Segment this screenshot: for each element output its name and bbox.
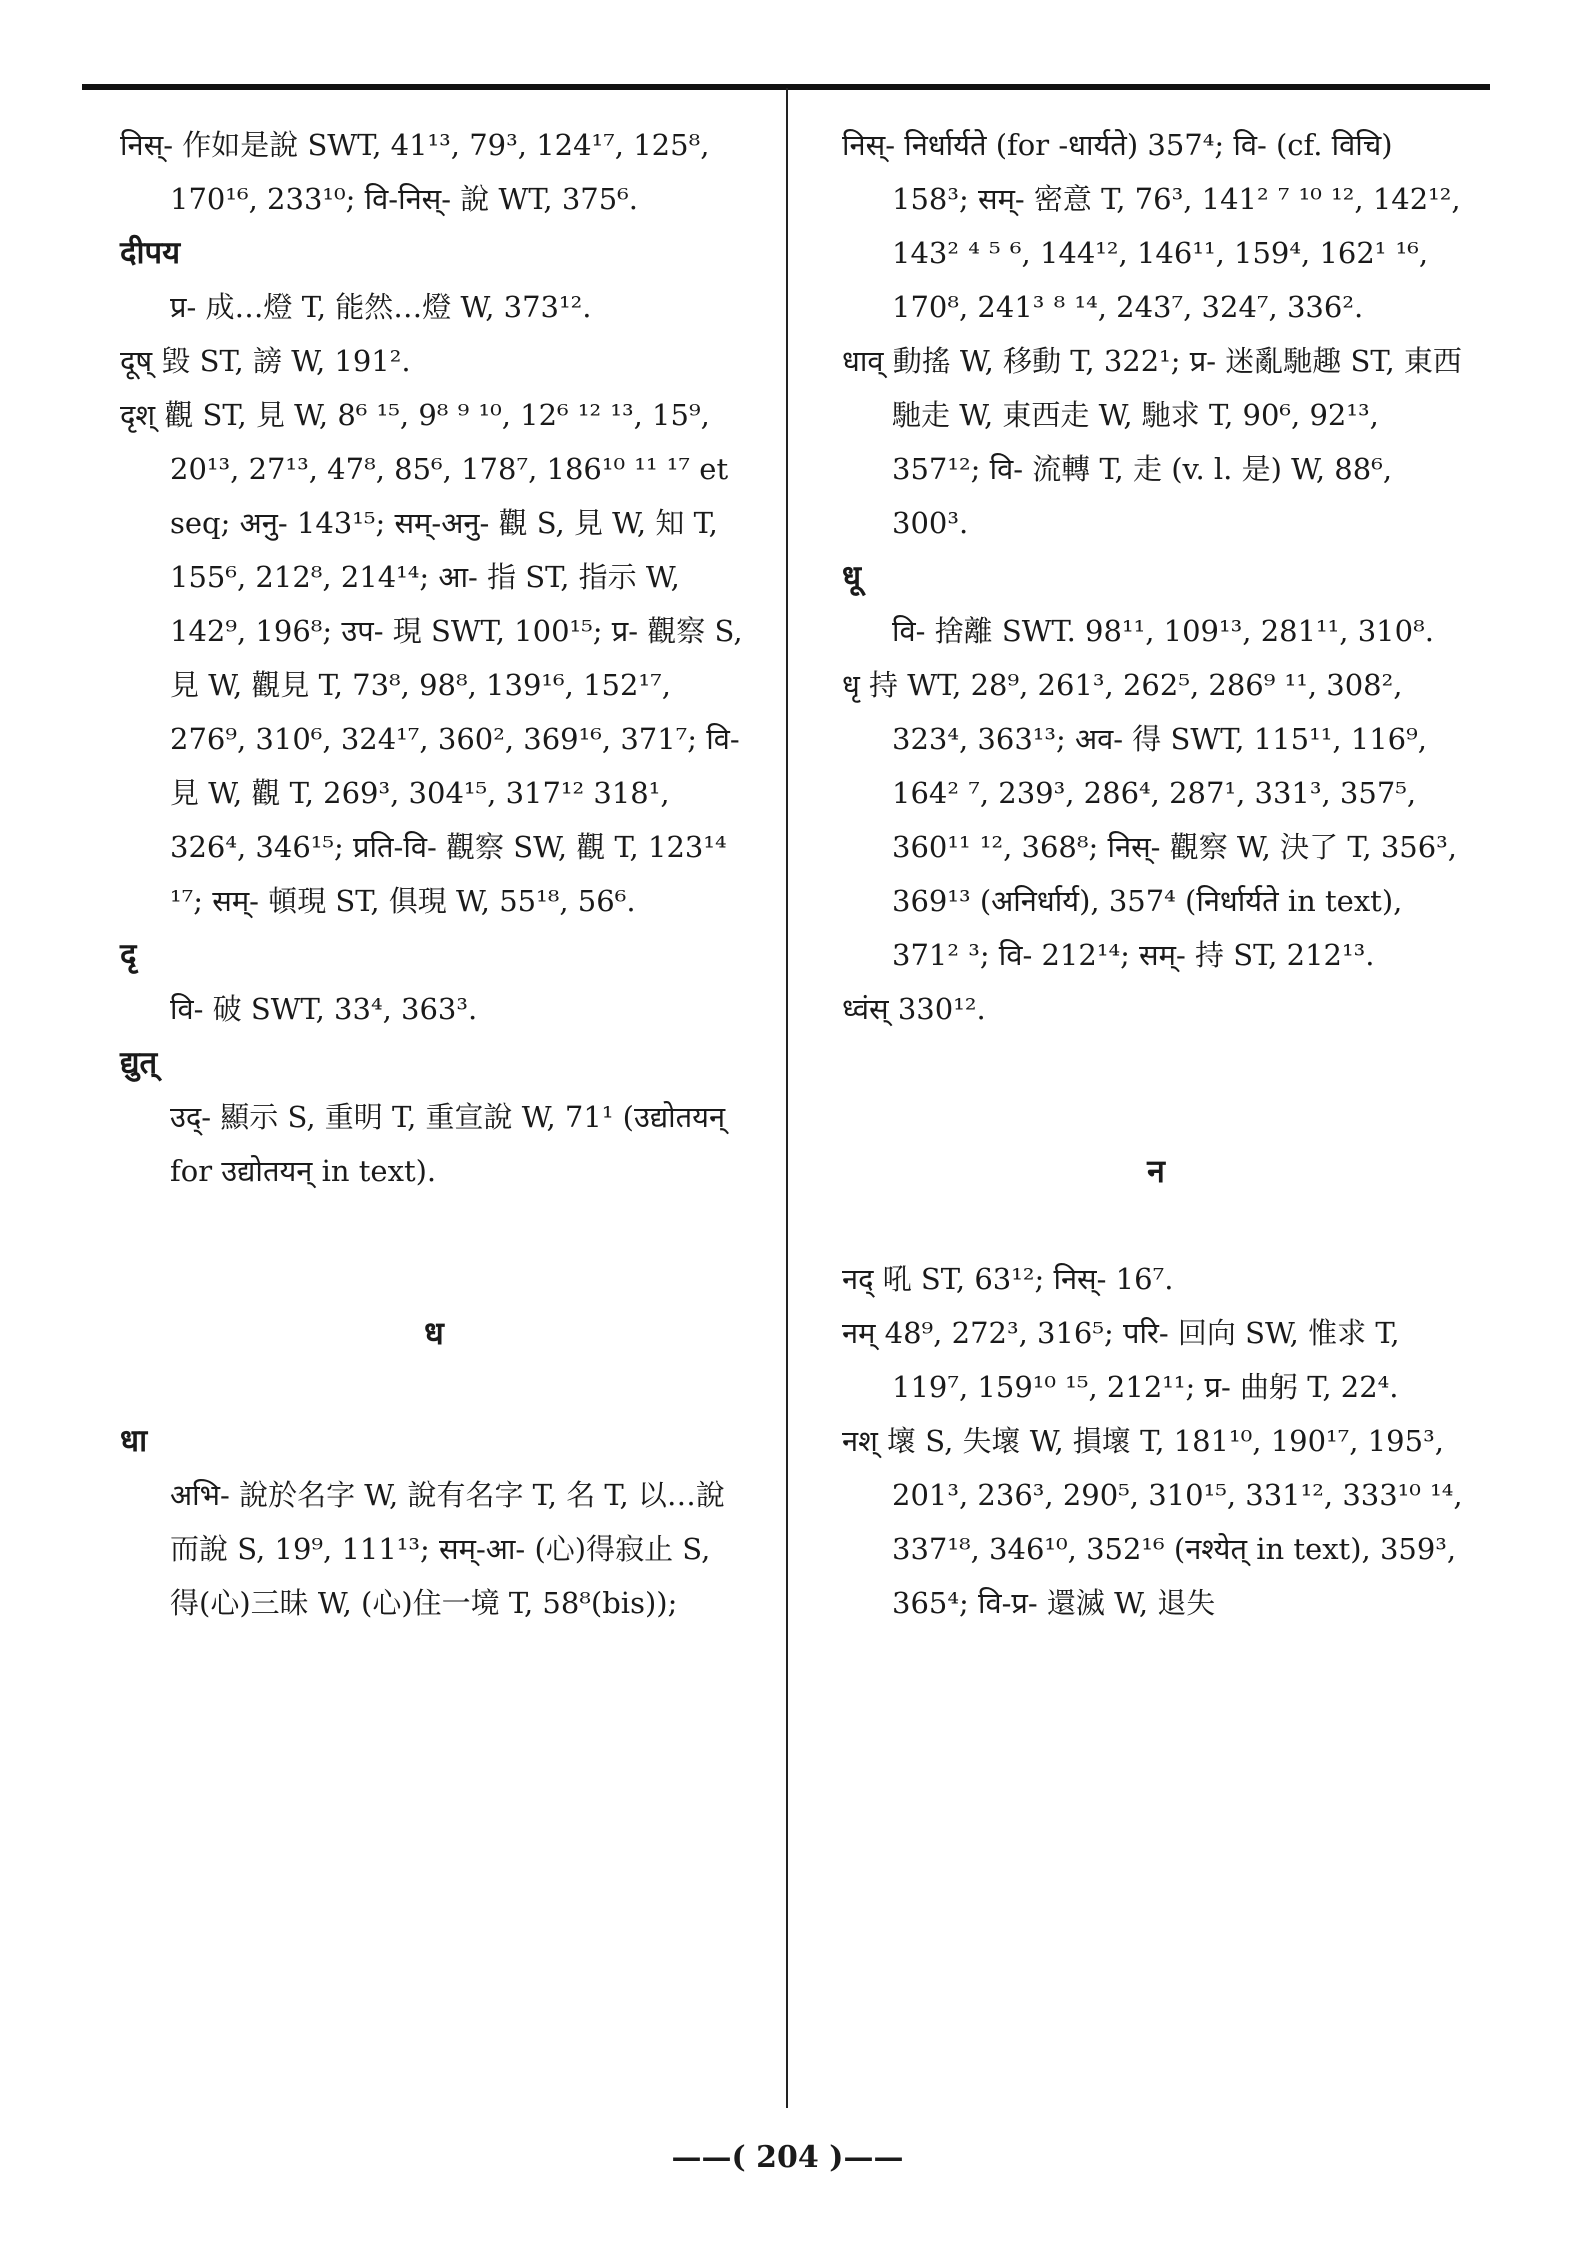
dictionary-entry: निस्- 作如是說 SWT, 41¹³, 79³, 124¹⁷, 125⁸, 170¹⁶, 233¹⁰; वि-निस्- 說 WT, 375⁶.	[120, 128, 710, 216]
headword: दृ	[120, 937, 137, 973]
dictionary-entry: दूष् 毀 ST, 謗 W, 191².	[120, 344, 411, 378]
left-column	[120, 118, 748, 1630]
headword: द्युत्	[120, 1045, 158, 1081]
headword: धा	[120, 1423, 148, 1459]
sub-entry: वि- 破 SWT, 33⁴, 363³.	[170, 992, 478, 1026]
sub-entry: वि- 捨離 SWT. 98¹¹, 109¹³, 281¹¹, 310⁸.	[892, 614, 1434, 648]
dictionary-entry: निस्- निर्धार्यते (for -धार्यते) 357⁴; वि- (cf. विचि) 158³; सम्- 密意 T, 76³, 141² ⁷ ¹⁰ ¹², 142¹², 143² ⁴ ⁵ ⁶, 144¹², 146¹¹, 159⁴, 162¹ ¹⁶, 170⁸, 241³ ⁸ ¹⁴, 243⁷, 324⁷, 336².	[842, 128, 1461, 324]
dictionary-entry: नश् 壞 S, 失壞 W, 損壞 T, 181¹⁰, 190¹⁷, 195³, 201³, 236³, 290⁵, 310¹⁵, 331¹², 333¹⁰ ¹⁴, 337¹⁸, 346¹⁰, 352¹⁶ (नश्येत् in text), 359³, 365⁴; वि-प्र- 還滅 W, 退失	[842, 1424, 1463, 1620]
right-column	[842, 118, 1470, 1630]
spacer	[120, 1360, 748, 1414]
dictionary-entry: ध्वंस् 330¹².	[842, 992, 986, 1026]
sub-entry: उद्- 顯示 S, 重明 T, 重宣說 W, 71¹ (उद्योतयन् for उद्योतयन् in text).	[170, 1100, 726, 1188]
spacer	[120, 1198, 748, 1252]
dictionary-entry: धृ 持 WT, 28⁹, 261³, 262⁵, 286⁹ ¹¹, 308², 323⁴, 363¹³; अव- 得 SWT, 115¹¹, 116⁹, 164² ⁷, 239³, 286⁴, 287¹, 331³, 357⁵, 360¹¹ ¹², 368⁸; निस्- 觀察 W, 決了 T, 356³, 369¹³ (अनिर्धार्य), 357⁴ (निर्धार्यते in text), 371² ³; वि- 212¹⁴; सम्- 持 ST, 212¹³.	[842, 668, 1458, 972]
dictionary-entry: दृश् 觀 ST, 見 W, 8⁶ ¹⁵, 9⁸ ⁹ ¹⁰, 12⁶ ¹² ¹³, 15⁹, 20¹³, 27¹³, 47⁸, 85⁶, 178⁷, 186¹⁰ ¹¹ ¹⁷ et seq; अनु- 143¹⁵; सम्-अनु- 觀 S, 見 W, 知 T, 155⁶, 212⁸, 214¹⁴; आ- 指 ST, 指示 W, 142⁹, 196⁸; उप- 現 SWT, 100¹⁵; प्र- 觀察 S, 見 W, 觀見 T, 73⁸, 98⁸, 139¹⁶, 152¹⁷, 276⁹, 310⁶, 324¹⁷, 360², 369¹⁶, 371⁷; वि- 見 W, 觀 T, 269³, 304¹⁵, 317¹² 318¹, 326⁴, 346¹⁵; प्रति-वि- 觀察 SW, 觀 T, 123¹⁴ ¹⁷; सम्- 頓現 ST, 俱現 W, 55¹⁸, 56⁶.	[120, 398, 743, 918]
spacer	[842, 1198, 1470, 1252]
spacer	[120, 1252, 748, 1306]
dictionary-entry: धाव् 動搖 W, 移動 T, 322¹; प्र- 迷亂馳趣 ST, 東西馳走 W, 東西走 W, 馳求 T, 90⁶, 92¹³, 357¹²; वि- 流轉 T, 走 (v. l. 是) W, 88⁶, 300³.	[842, 344, 1462, 540]
dictionary-entry: नद् 吼 ST, 63¹²; निस्- 16⁷.	[842, 1262, 1174, 1296]
headword: धू	[842, 559, 862, 595]
spacer	[842, 1036, 1470, 1090]
spacer	[842, 1090, 1470, 1144]
page-number: ——( 204 )——	[671, 2140, 904, 2175]
dictionary-entry: नम् 48⁹, 272³, 316⁵; परि- 回向 SW, 惟求 T, 119⁷, 159¹⁰ ¹⁵, 212¹¹; प्र- 曲躬 T, 22⁴.	[842, 1316, 1400, 1404]
section-letter: न	[1147, 1152, 1165, 1190]
section-letter: ध	[424, 1314, 444, 1352]
headword: दीपय	[120, 235, 181, 271]
sub-entry: प्र- 成…燈 T, 能然…燈 W, 373¹².	[170, 290, 592, 324]
sub-entry: अभि- 說於名字 W, 說有名字 T, 名 T, 以…說而說 S, 19⁹, 111¹³; सम्-आ- (心)得寂止 S, 得(心)三昧 W, (心)住一境 T, 58⁸(bis));	[170, 1478, 725, 1620]
column-divider	[786, 88, 788, 2108]
